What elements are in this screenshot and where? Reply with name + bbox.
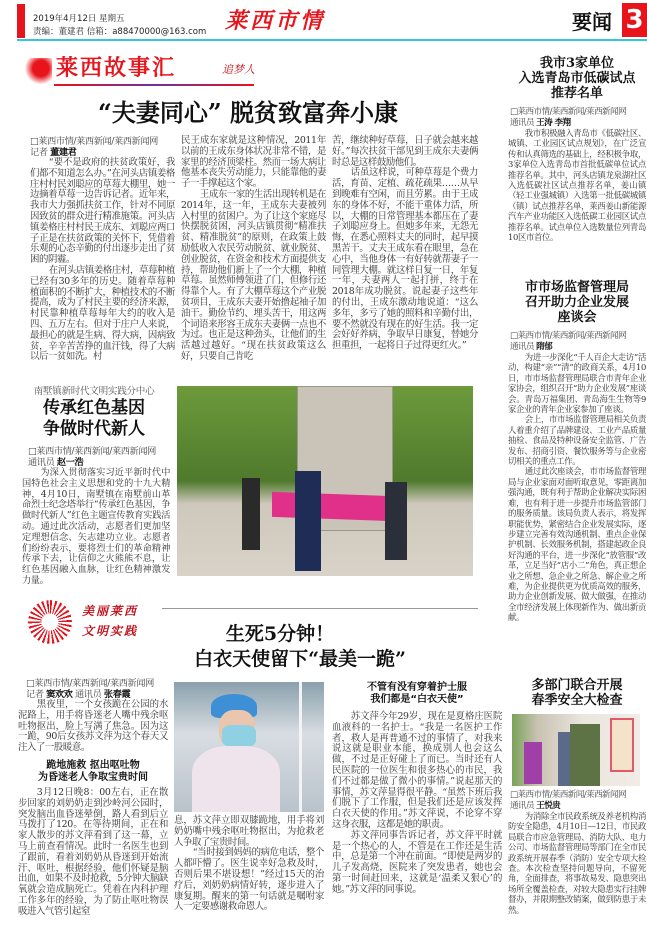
- logo-line-1: 美丽莱西: [82, 604, 139, 618]
- market-title-1: 市市场监督管理局: [524, 280, 629, 295]
- editor-info: 责编：董建君 信箱：a88470000@163.com: [33, 27, 207, 37]
- nurse-photo: [174, 682, 324, 812]
- angel-body-1: [18, 788, 168, 918]
- article-source: □莱西市情/莱西新闻/莱西新闻网: [28, 446, 156, 457]
- paragraph: 苏文萍今年29岁，现在是夏格庄医院血液科的一名护士。“我是一名医护工作者，救人是再普通不过的事情了，对我来说这就是职业本能，换成别人也会这么做，不过是正好碰上了而已。当时还有人民医院的一位医生和很多热心的市民，我们不过都是做了微小的事情。”说起那天的事情，苏文萍显得很平静。“虽然下班后我们脱下了工作服，但是我们还是应该发挥白衣天使的作用。”苏文萍说，不论穿不穿这身衣服，这都是她的职责。: [332, 711, 502, 830]
- paragraph: 3月12日晚8：00左右，正在散步回家的刘奶奶走到沙岭河公园时，突发脑出血昏迷晕倒，路人看到后立马拨打了120。在等待期间，正在和家人散步的苏文萍看到了这一幕，立马上前查看情况。此时一名医生也到了跟前，看着刘奶奶从昏迷到开始流汗、呕吐，根据经验，他们怀疑是脑出血，如果不及时抢救，5分钟大脑缺氧就会造成脑死亡。凭着在内科护理工作多年的经验，为了防止呕吐物误吸进入气管引起窒: [18, 786, 168, 917]
- carbon-article: [508, 56, 646, 242]
- safety-article: [508, 678, 646, 915]
- pink-banner: [272, 492, 392, 521]
- byline-label: 通讯员: [510, 117, 534, 128]
- paragraph: 会上，市市场监督管理局相关负责人着重介绍了品牌建设、工业产品质量抽检、食品及特种设备安全监管、广告发布、招商引资、餐饮服务等与企业密切相关的重点工作。: [508, 414, 646, 467]
- feature-col1-body: [30, 158, 175, 363]
- memorial-photo: [177, 386, 473, 576]
- newspaper-logo: 莱西市情: [225, 8, 326, 34]
- angel-col2: [174, 816, 324, 913]
- iv-tube: [299, 682, 302, 812]
- paragraph: 为进一步深化“千人百企大走访”活动，构建“亲”“清”的政商关系，4月10日，市市场监督管理局联合市青年企业家协会，组织召开“助力企业发展”座谈会。青岛万福集团、青岛海生生物等9家企业的青年企业家参加了座谈。: [508, 352, 646, 415]
- subhead-line: 跪地施救 抠出呕吐物: [46, 759, 140, 771]
- market-body: [508, 352, 646, 623]
- market-article: [508, 280, 646, 623]
- byline: 赵一浩: [56, 457, 84, 468]
- page-number: 3: [622, 3, 647, 37]
- market-title-2: 召开助力企业发展: [524, 295, 629, 310]
- byline-label: 通讯员: [510, 341, 534, 352]
- byline-label: 记者: [30, 147, 48, 158]
- subhead-1: [18, 760, 168, 784]
- byline: 张春霞: [103, 689, 131, 700]
- paragraph: 话虽这样说，可种草莓是个费力活，育苗、定植、疏花疏果……从早到晚难有空闲，而且劳累。由于王成东的身体不好，不能干重体力活，所以，大棚的日常管理基本都压在了妻子刘聪应身上。但她多年来，无怨无悔，在悉心照料丈夫的同时，起早摸黑苦干。丈夫王成东看在眼里，急在心中，当他身体一有好转就帮妻子一同管理大棚。就这样日复一日，年复一年，夫妻两人一起打拼，终于在2018年成功脱贫。说起妻子这些年的付出，王成东激动地说道：“这么多年，多亏了她的照料和辛勤付出，要不然就没有现在的好生活。我一定会好好养病，争取早日康复，替她分担重担，一起将日子过得更红火。”: [332, 167, 478, 352]
- civilization-logo: [26, 598, 151, 646]
- red-title-2: 争做时代新人: [43, 419, 145, 439]
- market-title-3: 座谈会: [557, 310, 597, 325]
- subhead-line: 不管有没有穿着护士服: [367, 682, 467, 693]
- red-body: [18, 468, 170, 587]
- safety-title-1: 多部门联合开展: [531, 678, 623, 693]
- feature-banner: [24, 54, 256, 86]
- byline-label: 通讯员: [75, 689, 102, 700]
- subhead-line: 我们都是“白衣天使”: [370, 694, 464, 705]
- person: [570, 724, 600, 786]
- paragraph: 我市积极融入青岛市《低碳社区、城镇、工业园区试点规划》，在广泛宣传和认真筛选的基础上，经积极争取，3家单位入选青岛市首批低碳单位试点推荐名单。其中，河头店镇龙泉湖社区入选低碳社区试点推荐名单，姜山镇（轻工业强城镇）入选第一批低碳城镇（镇）试点推荐名单，莱西姜山新能源汽车产业功能区入选低碳工业园区试点推荐名单。试点单位入选数量位列青岛10区市首位。: [508, 128, 646, 243]
- paragraph: 为深入贯彻落实习近平新时代中国特色社会主义思想和党的十九大精神，4月10日，南墅镇在南墅前山革命烈士纪念塔举行“传承红色基因，争做时代新人”红色主题宣传教育实践活动。通过此次活动，志愿者们更加坚定理想信念、矢志建功立业。志愿者们纷纷表示，要将烈士们的革命精神传承下去，让信仰之火熊熊不息，让红色基因融入血脉，让红色精神激发力量。: [22, 467, 170, 586]
- angel-col1: [18, 678, 168, 918]
- person: [242, 478, 260, 550]
- byline: 窦欢欢: [46, 689, 73, 700]
- subhead-2: [332, 682, 502, 706]
- angel-lead: [18, 700, 168, 754]
- angel-title-1: 生死5分钟！: [225, 623, 335, 645]
- face-mask: [222, 725, 256, 747]
- banner-title: 莱西故事汇: [56, 56, 177, 81]
- paragraph: 苦，继续种好草莓，日子就会越来越好。”每次扶贫干部见到王成东夫妻俩时总是这样鼓励他们。: [332, 135, 478, 168]
- paragraph: “当时接到妈妈的病危电话，整个人都吓懵了。医生说幸好急救及时，否则后果不堪设想！”经过15天的治疗后，刘奶奶病情好转，逐步进入了康复期。醒来的第一句话就是嘱咐家人一定要感谢救命恩人。: [174, 847, 324, 913]
- header-rule: [17, 39, 647, 41]
- section-name: 要闻: [572, 10, 612, 34]
- inspection-photo: [512, 714, 640, 786]
- paragraph: 王成东一家的生活出现转机是在2014年，这一年，王成东夫妻被列入村里的贫困户。为了让这个家庭尽快摆脱贫困，河头店镇贯彻“精准扶贫、精准脱贫”的原则，在政策上鼓励低收入农民劳动脱贫、就业脱贫、创业脱贫，在资金和技术方面提供支持，帮助他们新上了一个大棚，种植草莓。虽然师傅领进了门，但修行还得靠个人。有了大棚草莓这个产业脱贫项目，王成东夫妻开始撸起袖子加油干。勤俭节约、埋头苦干，用这两个词语来形容王成东夫妻俩一点也不为过。也正是这种劲头，让他们的生活越过越好。“现在扶贫政策这么好，只要自己肯吃: [181, 188, 326, 362]
- paragraph: 通过此次座谈会，市市场监督管理局与企业家面对面听取意见，零距离加强沟通，既有利于帮助企业解决实际困难，也有利于进一步提升市场监管部门的服务质量。该局负责人表示，将发挥职能优势，紧密结合企业发展实际，逐步建立完善有效沟通机制、重点企业保护机制、长效服务机制，搭建起政企良好沟通的平台，进一步深化“放管服”改革，立足当好“店小二”角色，真正想企业之所想、急企业之所急、解企业之所难，为企业提供更为优质高效的服务，助力企业创新发展、做大做强，在推动全市经济发展上体现新作为、做出新贡献。: [508, 466, 646, 623]
- red-title-1: 传承红色基因: [43, 398, 145, 418]
- safety-title-2: 春季安全大检查: [531, 693, 623, 708]
- angel-body-3: [332, 712, 502, 896]
- carbon-title-2: 入选青岛市低碳试点: [518, 71, 636, 86]
- notice-board: [610, 718, 634, 772]
- paragraph: 在河头店镇姜格庄村，草莓种植已经有30多年的历史。随着草莓种植面积的不断扩大，种植技术的不断提高，成为了村民主要的经济来源，村民靠种植草莓每年大约的收入是四、五万左右。但对于庄户人来说，最担心的就是生病、得大病，因病致贫，辛辛苦苦挣的血汗钱，得了大病以后一贫如洗。村: [30, 264, 175, 363]
- safety-body: [508, 811, 646, 915]
- banner-underline: [54, 84, 254, 86]
- article-source: □莱西市情/莱西新闻/莱西新闻网: [30, 136, 158, 147]
- logo-line-2: 文明实践: [82, 624, 139, 638]
- carbon-title-3: 推荐名单: [550, 86, 603, 101]
- byline: 王悦贵: [536, 800, 561, 811]
- carbon-title-1: 我市3家单位: [539, 56, 615, 71]
- byline-label: 通讯员: [28, 457, 55, 468]
- paragraph: 为消除全市民政系统及养老机构消防安全隐患，4月10日—12日，市民政局联合市应急管理局、消防大队、电力公司、市场监督管理局等部门在全市民政系统开展春季（消防）安全专项大检查。本次检查坚持问题导向，不留死角，全面排查，将事故易发、隐患突出场所全覆盖检查，对较大隐患实行挂牌督办，并限期整改销案，做到防患于未然。: [508, 811, 646, 915]
- byline: 隋郁: [536, 341, 553, 352]
- issue-date: 2019年4月12日 星期五: [33, 14, 125, 24]
- angel-title-2: 白衣天使留下“最美一跪”: [194, 648, 406, 670]
- feature-col1: [30, 136, 175, 363]
- byline-label: 通讯员: [510, 800, 534, 811]
- paragraph: 息，苏文萍立即双膝跪地，用手将刘奶奶嘴中残余呕吐物抠出，为抢救老人争取了宝贵时间。: [174, 815, 324, 848]
- feature-col2: [181, 136, 326, 363]
- article-source: □莱西市情/莱西新闻/莱西新闻网: [510, 790, 627, 800]
- banner-tag: 追梦人: [222, 63, 255, 76]
- paragraph: 民王成东家就是这种情况，2011年以前的王成东身体状况非常不错，是家里的经济顶梁柱。然而一场大病让他基本丧失劳动能力，只能靠他的妻子一手撑起这个家。: [181, 135, 326, 190]
- paragraph: 苏文萍同事告诉记者，苏文萍平时就是一个热心的人，不管是在工作还是生活中，总是第一个冲在前面。“即使是两岁的儿子发高烧，医院来了突发患者，她也会第一时间赶回来，这就是‘温柔又狠心’的她。”苏文萍的同事说。: [332, 829, 502, 895]
- carbon-body: [508, 128, 646, 242]
- byline: 董建君: [50, 147, 77, 158]
- person: [295, 471, 321, 571]
- article-source: □莱西市情/莱西新闻/莱西新闻网: [510, 331, 627, 341]
- paragraph: 黑夜里，一个女孩跪在公园的水泥路上，用手将昏迷老人嘴中残余呕吐物抠出，脸上写满了焦急。因为这一跪，90后女孩苏文萍为这个春天又注入了一股暖意。: [18, 699, 168, 754]
- article-source: □莱西市情/莱西新闻/莱西新闻网: [510, 107, 627, 117]
- article-source: □莱西市情/莱西新闻/莱西新闻网: [26, 678, 154, 689]
- subhead-line: 为昏迷老人争取宝贵时间: [38, 771, 148, 783]
- red-kicker: 南墅镇新时代文明实践分中心: [33, 386, 155, 397]
- byline-label: 记者: [26, 689, 44, 700]
- red-article: [18, 386, 170, 587]
- sunburst-icon: [28, 600, 72, 644]
- paragraph: “要不是政府的扶贫政策好，我们都不知道怎么办。”在河头店镇姜格庄村村民刘聪应的草莓大棚里，她一边摘着草莓一边告诉记者。近年来，我市大力强抓扶贫工作，针对不同原因致贫的群众进行精准施策。河头店镇姜格庄村村民王成东、刘聪应两口子正是在扶贫政策的关怀下，凭借着乐观的心态辛勤的付出逐步走出了贫困的阴霾。: [30, 157, 175, 266]
- section-rule: [162, 608, 478, 609]
- tree-icon: [24, 58, 52, 84]
- person: [524, 742, 542, 784]
- person: [385, 482, 407, 560]
- nurse-uniform: [192, 746, 280, 812]
- byline: 王涛 李翔: [536, 117, 571, 128]
- angel-col3: [332, 682, 502, 896]
- feature-title: “夫妻同心” 脱贫致富奔小康: [98, 98, 398, 127]
- header-red-bar: [17, 4, 25, 38]
- feature-col3: [332, 136, 478, 352]
